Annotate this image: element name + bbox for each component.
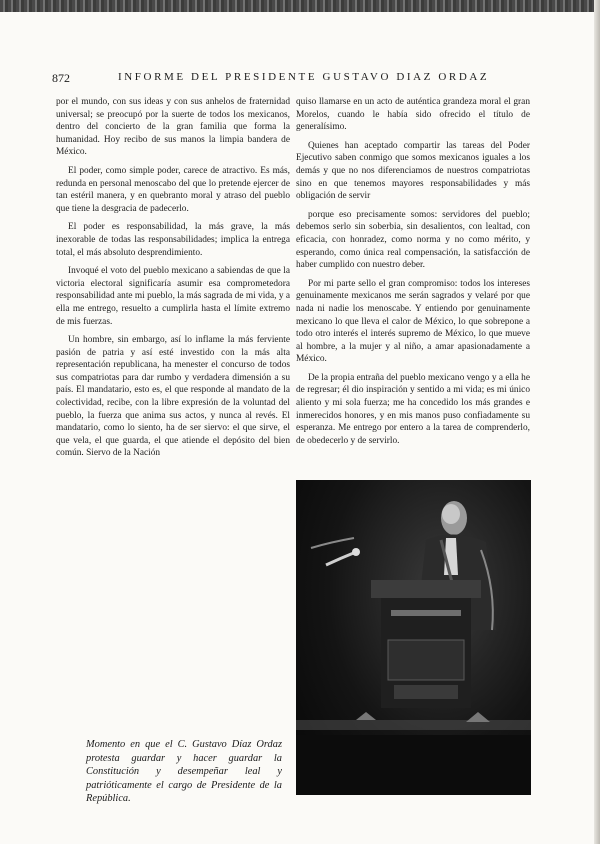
scan-top-edge — [0, 0, 600, 12]
left-column — [56, 96, 290, 460]
paragraph: El poder, como simple poder, carece de atractivo. Es más, redunda en personal menoscabo del que lo pretende ejercer de tan estéril manera, y en quebranto moral y atraso del pueblo que tiene la desgracia de padecerlo. — [56, 165, 290, 214]
paragraph: por el mundo, con sus ideas y con sus anhelos de fraternidad universal; se preocupó por la suerte de todos los mexicanos, dentro del concierto de la gran familia que forma la humanidad. Hoy recibo de sus manos la limpia bandera de México. — [56, 97, 290, 158]
paragraph: De la propia entraña del pueblo mexicano vengo y a ella he de regresar; él dio inspiración y sentido a mi vida; es mi único aliento y mi sola fuerza; me ha concedido los más grandes e inmerecidos honores, y en mis manos puso confiadamente su esperanza. Me entrego por entero a la tarea de comprenderlo, de obedecerlo y de servirlo. — [296, 372, 530, 446]
page-number: 872 — [52, 71, 70, 85]
page-header — [52, 71, 552, 87]
right-column — [296, 96, 530, 447]
paragraph: Quienes han aceptado compartir las tareas del Poder Ejecutivo saben conmigo que somos mexicanos iguales a los demás y que no nos diferenciamos de nuestros compatriotas sino en que tenemos mayores responsabilidades y más obligación de servir — [296, 140, 530, 202]
paragraph: quiso llamarse en un acto de auténtica grandeza moral el gran Morelos, cuando le había sido ofrecido el título de generalísimo. — [296, 97, 530, 133]
running-head: INFORME DEL PRESIDENTE GUSTAVO DIAZ ORDAZ — [118, 71, 490, 83]
paragraph: Por mi parte sello el gran compromiso: todos los intereses genuinamente mexicanos me serán sagrados y velaré por que nada ni nadie los menoscabe. Y entiendo por genuinamente mexicano lo que lleva el calor de México, lo que sobrepone a todo otro interés el interés supremo de México, lo que mueve al hombre, a la mujer y al niño, a amar apasionadamente a México. — [296, 278, 530, 365]
paragraph: El poder es responsabilidad, la más grave, la más inexorable de todas las responsabilidades; implica la entrega total, el más absoluto desprendimiento. — [56, 222, 290, 258]
paragraph: porque eso precisamente somos: servidores del pueblo; debemos serlo sin soberbia, sin desalientos, con lealtad, con eficacia, con honradez, como norma y no como mérito, y esperando, como única real compensación, la satisfacción de haber cumplido con nuestro deber. — [296, 209, 530, 271]
paragraph: Un hombre, sin embargo, así lo inflame la más ferviente pasión de patria y así esté investido con la más alta representación republicana, ha menester el concurso de todos sus compatriotas para dar rumbo y verdadera dimensión a su país. El mandatario, esto es, el que responde al mandato de la colectividad, recibe, con la libre expresión de la voluntad del pueblo, la fuerza que anima sus actos, y nunca al revés. El mandatario, como lo siento, ha de ser siervo: el que sirve, el que vela, el que guarda, el que atiende el depósito del bien común. Siervo de la Nación — [56, 335, 290, 459]
scan-right-edge — [594, 0, 600, 844]
paragraph: Invoqué el voto del pueblo mexicano a sabiendas de que la victoria electoral significaría asumir esa comprometedora responsabilidad ante mi pueblo, la más sagrada de mi vida, y a ella me entrego, resuelto a cumplirla hasta el límite extremo de mis fuerzas. — [56, 266, 290, 327]
ceremony-photograph — [296, 480, 531, 795]
photo-caption: Momento en que el C. Gustavo Díaz Ordaz protesta guardar y hacer guardar la Constitución y desempeñar leal y patrióticamente el cargo de Presidente de la República. — [86, 739, 282, 805]
